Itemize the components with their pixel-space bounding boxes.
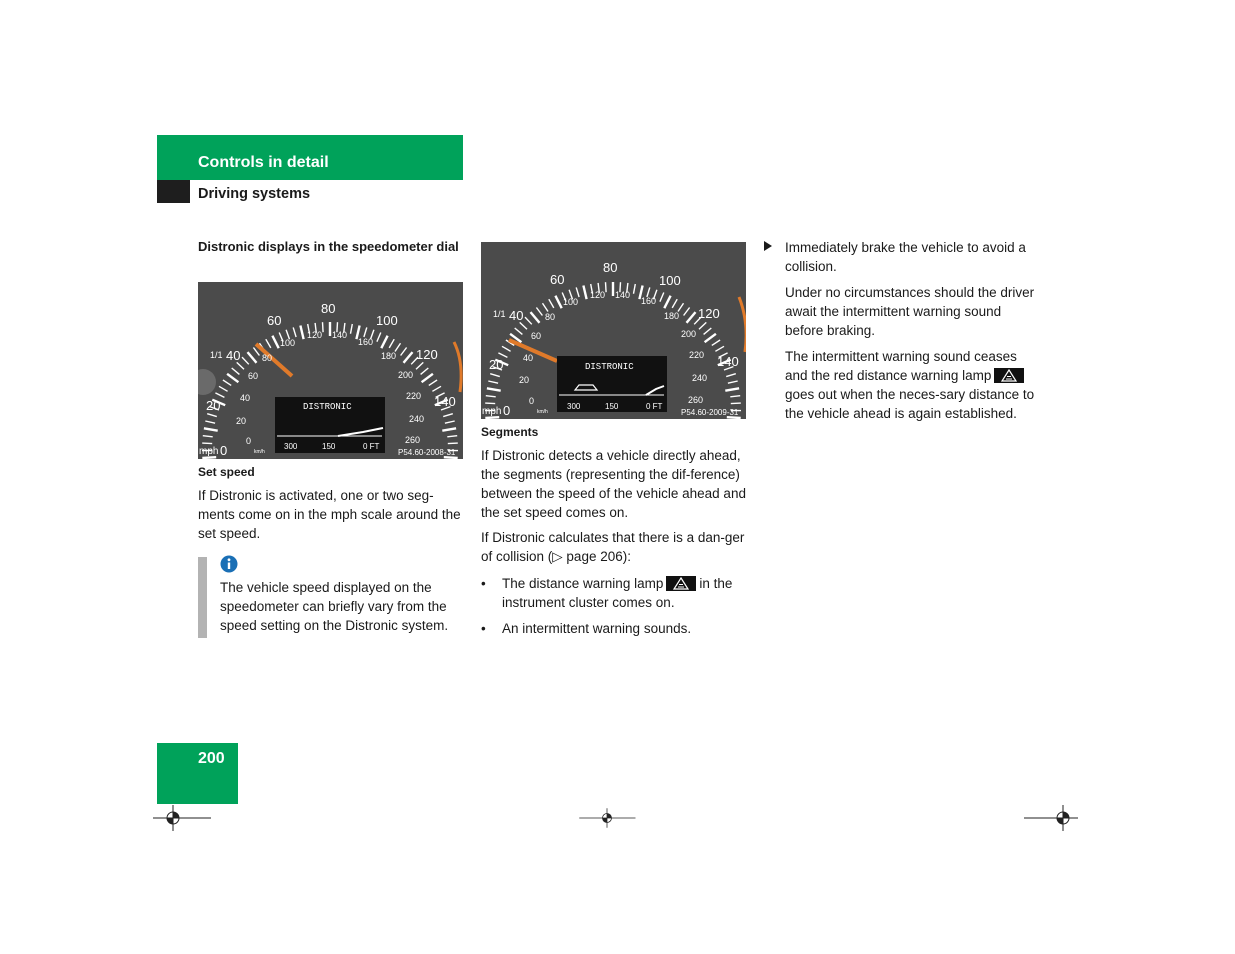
mph-zero: 0 bbox=[220, 443, 228, 458]
kmh-tick-100: 100 bbox=[563, 297, 579, 307]
figure-code: P54.60-2008-31 bbox=[398, 448, 456, 457]
caption-segments: Segments bbox=[481, 425, 539, 439]
mph-tick-100: 100 bbox=[659, 273, 681, 288]
distronic-heading: Distronic displays in the speedometer dial bbox=[198, 239, 459, 254]
kmh-tick-160: 160 bbox=[641, 296, 657, 306]
page-ref-arrow: ▷ bbox=[552, 549, 563, 564]
note-text: The vehicle speed displayed on the speedometer can briefly vary from the speed setting on the Distronic system. bbox=[220, 580, 449, 633]
odo-0ft: 0 FT bbox=[646, 402, 663, 411]
kmh-tick-260: 260 bbox=[405, 435, 421, 445]
paragraph-do-not-wait: Under no circumstances should the driver await the intermittent warning sound before braking. bbox=[785, 285, 1035, 338]
mph-unit: mph bbox=[482, 406, 502, 417]
note-bar bbox=[198, 557, 207, 638]
dial-tick bbox=[202, 443, 212, 444]
kmh-unit: km/h bbox=[254, 449, 265, 455]
action-text: Immediately brake the vehicle to avoid a collision. bbox=[785, 240, 1026, 274]
mph-tick-60: 60 bbox=[550, 272, 565, 287]
paragraph-collision-danger bbox=[481, 528, 749, 566]
mph-unit: mph bbox=[199, 446, 219, 457]
kmh-tick-180: 180 bbox=[664, 311, 680, 321]
mph-tick-100: 100 bbox=[376, 313, 398, 328]
kmh-tick-40: 40 bbox=[240, 393, 251, 403]
mph-tick-140: 140 bbox=[434, 394, 456, 409]
bullet1-text-post: in the instrument cluster comes on. bbox=[502, 576, 733, 610]
dial-tick bbox=[731, 403, 741, 404]
mph-tick-80: 80 bbox=[321, 301, 336, 316]
caption-set-speed: Set speed bbox=[198, 465, 255, 479]
info-icon bbox=[220, 555, 238, 573]
distance-warning-lamp-icon bbox=[994, 368, 1024, 383]
section-title: Controls in detail bbox=[198, 154, 329, 171]
kmh-tick-40: 40 bbox=[523, 353, 534, 363]
kmh-tick-60: 60 bbox=[531, 331, 542, 341]
action-arrow-icon bbox=[764, 241, 772, 251]
kmh-tick-80: 80 bbox=[545, 312, 556, 322]
range-mark: 1/1 bbox=[210, 350, 223, 360]
kmh-unit: km/h bbox=[537, 409, 548, 415]
crop-mark-icon bbox=[153, 803, 213, 833]
mph-tick-20: 20 bbox=[206, 398, 221, 413]
dial-tick bbox=[448, 443, 458, 444]
kmh-tick-0: 0 bbox=[529, 396, 535, 406]
mph-tick-40: 40 bbox=[226, 348, 241, 363]
kmh-tick-140: 140 bbox=[332, 330, 348, 340]
mph-zero: 0 bbox=[503, 403, 511, 418]
page-number: 200 bbox=[198, 750, 225, 767]
ceases-text-pre: The intermittent warning sound ceases and the red distance warning lamp bbox=[785, 349, 1017, 383]
speedometer-figure-set-speed bbox=[198, 282, 463, 459]
dial-tick bbox=[485, 403, 495, 404]
kmh-tick-140: 140 bbox=[615, 290, 631, 300]
mph-tick-40: 40 bbox=[509, 308, 524, 323]
kmh-tick-200: 200 bbox=[681, 329, 697, 339]
bullet1-text-pre: The distance warning lamp bbox=[502, 576, 664, 591]
kmh-tick-100: 100 bbox=[280, 338, 296, 348]
dial-tick bbox=[606, 282, 607, 292]
collision-text-pre: If Distronic calculates that there is a dan-ger of collision ( bbox=[481, 530, 745, 564]
kmh-tick-20: 20 bbox=[519, 375, 530, 385]
odo-300: 300 bbox=[567, 402, 581, 411]
kmh-tick-220: 220 bbox=[689, 350, 705, 360]
kmh-tick-180: 180 bbox=[381, 351, 397, 361]
display-text: DISTRONIC bbox=[303, 402, 352, 412]
mph-tick-20: 20 bbox=[489, 357, 504, 372]
kmh-tick-80: 80 bbox=[262, 353, 273, 363]
kmh-tick-160: 160 bbox=[358, 337, 374, 347]
distance-warning-lamp-icon bbox=[666, 576, 696, 591]
paragraph-warning-ceases bbox=[785, 347, 1035, 423]
kmh-tick-260: 260 bbox=[688, 395, 704, 405]
crop-mark-icon bbox=[577, 803, 637, 833]
mph-tick-120: 120 bbox=[698, 306, 720, 321]
kmh-tick-120: 120 bbox=[307, 330, 323, 340]
odo-300: 300 bbox=[284, 442, 298, 451]
bullet-dot: • bbox=[481, 621, 486, 636]
paragraph-set-speed: If Distronic is activated, one or two seg-ments come on in the mph scale around the set speed. bbox=[198, 488, 461, 541]
speedometer-figure-segments bbox=[481, 242, 746, 419]
kmh-tick-120: 120 bbox=[590, 290, 606, 300]
range-mark: 1/1 bbox=[493, 309, 506, 319]
figure-code: P54.60-2009-31 bbox=[681, 408, 739, 417]
bullet2-text: An intermittent warning sounds. bbox=[502, 621, 692, 636]
mph-tick-140: 140 bbox=[717, 354, 739, 369]
subsection-marker bbox=[157, 180, 190, 203]
kmh-tick-200: 200 bbox=[398, 370, 414, 380]
odo-150: 150 bbox=[605, 402, 619, 411]
subsection-title: Driving systems bbox=[198, 186, 311, 202]
odo-0ft: 0 FT bbox=[363, 442, 380, 451]
dial-tick bbox=[485, 417, 499, 418]
collision-text-post: page 206): bbox=[562, 549, 631, 564]
dial-tick bbox=[323, 322, 324, 332]
display-text: DISTRONIC bbox=[585, 362, 634, 372]
kmh-tick-0: 0 bbox=[246, 436, 252, 446]
dial-tick bbox=[727, 417, 741, 418]
kmh-tick-60: 60 bbox=[248, 371, 259, 381]
mph-tick-80: 80 bbox=[603, 260, 618, 275]
bullet-dot: • bbox=[481, 576, 486, 591]
kmh-tick-240: 240 bbox=[692, 373, 708, 383]
paragraph-segments: If Distronic detects a vehicle directly ahead, the segments (representing the dif-ference) between the speed of the vehicle ahead and the set speed comes on. bbox=[481, 448, 746, 520]
mph-tick-120: 120 bbox=[416, 347, 438, 362]
kmh-tick-240: 240 bbox=[409, 414, 425, 424]
dial-tick bbox=[202, 457, 216, 458]
ceases-text-post: goes out when the neces-sary distance to the vehicle ahead is again established. bbox=[785, 387, 1035, 421]
kmh-tick-20: 20 bbox=[236, 416, 247, 426]
dial-tick bbox=[444, 457, 458, 458]
mph-tick-60: 60 bbox=[267, 313, 282, 328]
kmh-tick-220: 220 bbox=[406, 391, 422, 401]
crop-mark-icon bbox=[1022, 803, 1082, 833]
odo-150: 150 bbox=[322, 442, 336, 451]
